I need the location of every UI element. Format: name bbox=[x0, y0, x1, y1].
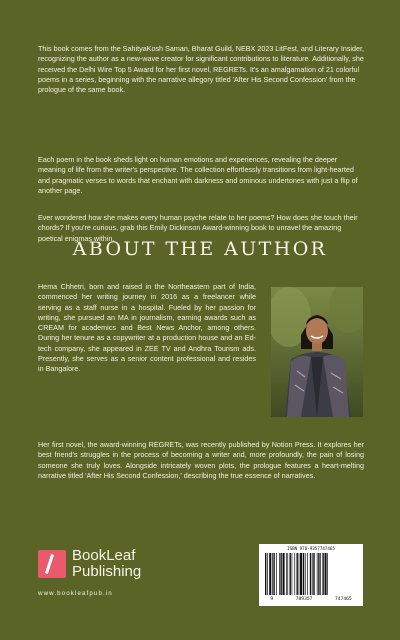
barcode-bar bbox=[327, 553, 328, 595]
barcode-bar bbox=[292, 553, 293, 595]
barcode-bar bbox=[317, 553, 318, 595]
isbn-barcode bbox=[259, 544, 363, 606]
isbn-text: ISBN 978-9357747465 bbox=[287, 546, 335, 551]
description-paragraph-3: Ever wondered how she makes every human psyche relate to her poems? How does she touch their chords? If you're curious, grab this Emily Dickinson Award-winning book to unravel the amazing poetical enigmas within. bbox=[38, 213, 358, 243]
publisher-name-line1: BookLeaf bbox=[72, 547, 136, 564]
barcode-bar bbox=[265, 553, 266, 595]
barcode-bar bbox=[280, 553, 281, 595]
barcode-bar bbox=[283, 553, 285, 595]
description-paragraph-1: This book comes from the SahityaKosh Saman, Bharat Guild, NEBX 2023 LitFest, and Literary Insider, recognizing the author as a new-wave creator for significant contributions to literature. Additionally, she received the Delhi Wire Top 5 Award for her first novel, REGRETs. It's an amalgamation of 21 colorful poems in a series, beginning with the narrative allegory titled 'After His Second Confession' from the prologue of the same book. bbox=[38, 44, 364, 95]
author-bio: Hema Chhetri, born and raised in the Northeastern part of India, commenced her writing journey in 2016 as a freelancer while serving as a staff nurse in a hospital. Fueled by her passion for writing, she pursued an MA in journalism, earning awards such as CREAM for academics and Best News Anchor, among others. During her tenure as a copywriter at a production house and an Ed-tech company, she appeared in ZEE TV and Andhra Tourism ads. Presently, she serves as a senior content professional and resides in Bangalore. bbox=[38, 282, 256, 374]
barcode-bar bbox=[310, 553, 311, 595]
publisher-name-line2: Publishing bbox=[72, 563, 142, 580]
barcode-bar bbox=[287, 553, 288, 595]
bookleaf-logo-icon bbox=[38, 550, 66, 578]
description-paragraph-2: Each poem in the book sheds light on human emotions and experiences, revealing the deeper meaning of life from the writer's perspective. The collection effortlessly transitions from light-hearted and pragmatic verses to words that enchant with darkness and ominous undertones with just a flip of another page. bbox=[38, 155, 358, 195]
publisher-logo bbox=[38, 547, 178, 595]
barcode-bar bbox=[269, 553, 271, 595]
barcode-digit-group-2: 789357 bbox=[295, 597, 313, 602]
barcode-bars bbox=[265, 553, 357, 595]
barcode-bar bbox=[297, 553, 298, 595]
barcode-bar bbox=[290, 553, 291, 595]
barcode-bar bbox=[318, 553, 319, 595]
barcode-digits bbox=[259, 597, 363, 602]
barcode-digit-group-1: 9 bbox=[270, 597, 274, 602]
barcode-bar bbox=[307, 553, 308, 595]
barcode-bar bbox=[294, 553, 295, 595]
author-photo bbox=[271, 287, 363, 417]
about-author-heading: ABOUT THE AUTHOR bbox=[72, 238, 328, 260]
barcode-bar bbox=[299, 553, 300, 595]
barcode-bar bbox=[320, 553, 321, 595]
barcode-bar bbox=[325, 553, 327, 595]
barcode-bar bbox=[273, 553, 274, 595]
barcode-bar bbox=[303, 553, 304, 595]
barcode-bar bbox=[279, 553, 280, 595]
novel-paragraph: Her first novel, the award-winning REGRETs, was recently published by Notion Press. It explores her best friend's struggles in the process of becoming a writer and, more profoundly, the pain of losing someone she truly loves. Alongside intricately woven plots, the prologue features a heart-melting narrative titled 'After His Second Confession,' describing the true essence of narratives. bbox=[38, 440, 364, 480]
barcode-bar bbox=[305, 553, 306, 595]
barcode-bar bbox=[267, 553, 268, 595]
barcode-bar bbox=[313, 553, 314, 595]
barcode-bar bbox=[312, 553, 313, 595]
barcode-digit-group-3: 747465 bbox=[335, 597, 352, 602]
author-portrait-image bbox=[271, 287, 363, 417]
publisher-url: www.bookleafpub.in bbox=[38, 590, 113, 597]
barcode-bar bbox=[322, 553, 323, 595]
barcode-bar bbox=[300, 553, 302, 595]
barcode-bar bbox=[286, 553, 287, 595]
barcode-bar bbox=[272, 553, 273, 595]
barcode-bar bbox=[276, 553, 277, 595]
